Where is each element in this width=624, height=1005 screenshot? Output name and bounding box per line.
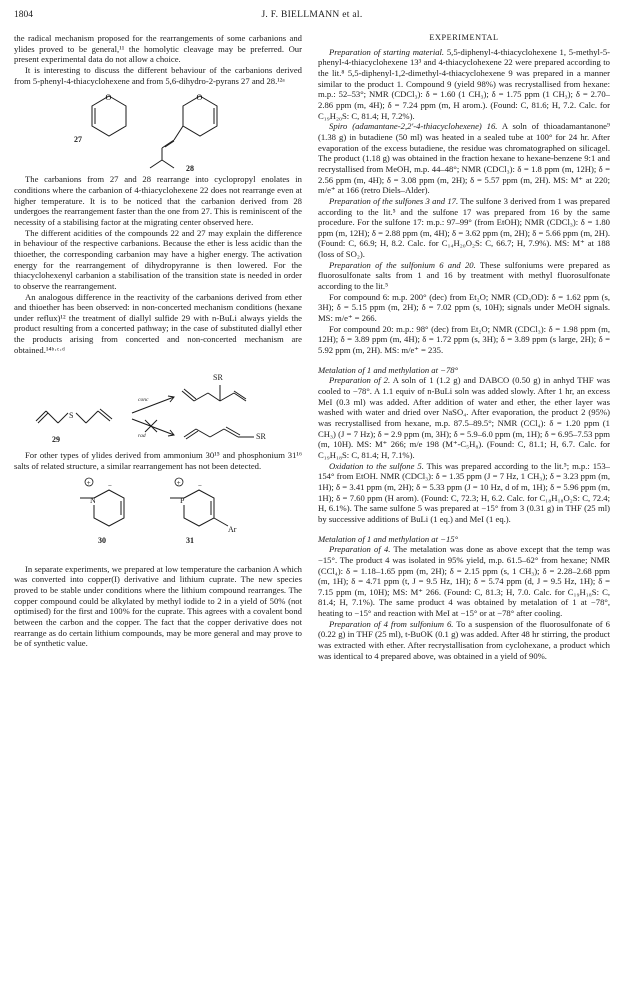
compound-label: 28 bbox=[186, 164, 194, 174]
paragraph bbox=[318, 461, 610, 525]
compound-label: 27 bbox=[74, 135, 82, 145]
nitrogen-atom: N bbox=[90, 495, 96, 505]
paragraph bbox=[318, 121, 610, 196]
paragraph-body: 5,5-diphenyl-4-thiacyclohexene 1, 5-methyl-5-phenyl-4-thiacyclohexene 13³ and 4-thiacyclohexene 22 were prepared according to the lit.⁸ 5,5-diphenyl-1,2-dimethyl-4-thiacyclohexene 9 was prepared in a manner similar to the product 1. Compound 9 (yield 98%) was recrystallised from hexane: m.p.: 52–53°; NMR (CDCl₃): δ = 1.60 (1 CH₃); δ = 1.75 ppm (1 CH₃); δ = 2.70–2.86 ppm (m, 4H); δ = 7.24 ppm (m, H arom.). (Found: C, 81.6; H, 7.2. Calc. for C₁₉H₂₀S: C, 81.4; H, 7.2%). bbox=[318, 46, 610, 121]
subsection-heading-text: Metalation of 1 and methylation at −15° bbox=[318, 533, 459, 544]
paragraph bbox=[318, 47, 610, 122]
paragraph-heading: Preparation of starting material. bbox=[329, 46, 445, 57]
reaction-scheme-29 bbox=[14, 355, 302, 450]
positive-charge-sign: + bbox=[176, 478, 181, 487]
compound-label: 31 bbox=[186, 535, 194, 545]
running-title: J. F. BIELLMANN et al. bbox=[261, 10, 363, 20]
negative-charge-sign: − bbox=[108, 481, 112, 490]
right-column bbox=[318, 33, 610, 661]
oxygen-atom-27: O bbox=[105, 93, 112, 103]
compound-label: 29 bbox=[52, 435, 60, 445]
arrow-label: rad bbox=[138, 433, 146, 440]
negative-charge-sign: − bbox=[198, 481, 202, 490]
paragraph: The carbanions from 27 and 28 rearrange into cyclopropyl enolates in conditions where the carbanion of 4-thiacyclohexene 22 does not rearrange even at higher temperature. It is to be noticed that the carbanion derived from 28 undergoes the rearrangement faster than the one from 27. This is reminiscent of the necessity of a stabilising factor at the migrating center observed here. bbox=[14, 174, 302, 227]
paragraph-body: A soln of 1 (1.2 g) and DABCO (0.50 g) in anhyd THF was cooled to −78°. A 1.1 equiv of n-BuLi soln was added slowly. After 1 hr, an excess MeI (0.3 ml) was added. After addition of water and ether, the ether layer was washed with water and dried over NaSO₄. After evaporation, the product 2 (95%) was recrystallised from hexane, m.p. 87.5–89.5°; NMR (CCl₄): δ = 1.20 ppm (1 CH₃) (J = 7 Hz); δ = 2.9 ppm (m, 3H); δ = 5.9–6.0 ppm (m, 1H); δ = 6.95–7.53 ppm (m, 10H). MS: M⁺ 266; m/e 198 (M⁺-C₅H₈). (Found: C, 81.1; H, 6.7. Calc. for C₁₉H₁₈S: C, 81.4; H, 7.1%). bbox=[318, 375, 611, 460]
substituent-label: SR bbox=[213, 373, 223, 383]
paragraph-heading: Spiro (adamantane-2,2′-4-thiacyclohexene) 16. bbox=[329, 121, 498, 132]
paragraph: The different acidities of the compounds 22 and 27 may explain the difference in behaviour of the respective carbanions. Because the ether is less acidic than the thioether, the corresponding carbanion may have a higher energy. The activation energy for the rearrangement of dihydropyranne is then lowered. For the thiacyclohexenyl carbanion a stabilisation of the transition state is needed in order to observe the rearrangement. bbox=[14, 227, 302, 291]
compound-label: 30 bbox=[98, 535, 106, 545]
paragraph-heading: Oxidation to the sulfone 5. bbox=[329, 460, 424, 471]
structure-figure-27-28 bbox=[14, 86, 302, 174]
paragraph-heading: Preparation of the sulfonium 6 and 20. bbox=[329, 259, 476, 270]
paragraph: For compound 6: m.p. 200° (dec) from Et₂O; NMR (CD₃OD): δ = 1.62 ppm (s, 3H); δ = 5.15 ppm (m, 2H); δ = 7.02 ppm (s, 10H); signals under MeOH signals. MS: m/e⁺ = 266. bbox=[318, 291, 610, 324]
substituent-label: SR bbox=[256, 432, 266, 442]
paragraph bbox=[318, 196, 610, 260]
paragraph: It is interesting to discuss the different behaviour of the carbanions derived from 5-phenyl-4-thiacyclohexene and from 5,6-dihydro-2-pyrans 27 and 28.¹²ᵃ bbox=[14, 64, 302, 86]
paragraph-body: The sulfone 3 derived from 1 was prepared according to the lit.⁵ and the sulfone 17 was prepared from 16 by the same procedure. For the sulfone 17: m.p.: 97–99° (from EtOH); NMR (CDCl₃): δ = 1.80 ppm (m, 12H); δ = 2.88 ppm (m, 4H); δ = 3.62 ppm (m, 2H); δ = 5.66 ppm (m, 2H). (Found: C, 66.9; H, 8.2. Calc. for C₁₄H₂₀O₂S: C, 66.7; H, 7.9%). MS: M⁺ at 188 (loss of SO₂). bbox=[318, 195, 610, 260]
positive-charge-sign: + bbox=[86, 478, 91, 487]
arrow-label: conc bbox=[138, 397, 149, 404]
paragraph-heading: Preparation of the sulfones 3 and 17. bbox=[329, 195, 459, 206]
subsection-heading-text: Metalation of 1 and methylation at −78° bbox=[318, 364, 459, 375]
paragraph-body: These sulfoniums were prepared as fluorosulfonate salts from 1 and 16 by treatment with methyl fluorosulfonate according to the lit.⁵ bbox=[318, 259, 610, 292]
section-heading: EXPERIMENTAL bbox=[429, 33, 499, 42]
paragraph bbox=[318, 544, 610, 619]
paragraph: For compound 20: m.p.: 98° (dec) from Et₂O; NMR (CDCl₃): δ = 1.98 ppm (m, 12H); δ = 3.89 ppm (m, 4H); δ = 1.72 ppm (s, 3H); δ = 3.89 ppm (s large, 2H); δ = 5.92 ppm (m, 2H). MS: m/e⁺ = 235. bbox=[318, 323, 610, 356]
structure-30-31-drawing bbox=[14, 472, 302, 564]
structure-27-28-drawing bbox=[14, 86, 302, 174]
paragraph bbox=[318, 260, 610, 292]
running-header bbox=[14, 10, 610, 24]
page-number: 1804 bbox=[14, 10, 33, 20]
phosphorus-atom: P bbox=[180, 495, 185, 505]
paragraph-body: This was prepared according to the lit.⁵; m.p.: 153–154° from EtOH. NMR (CDCl₃): δ = 1.35 ppm (J = 7 Hz, 1 CH₃); δ = 3.23 ppm (m, 1H); δ = 3.41 ppm (m, 2H); δ = 5.33 ppm (J = 10 Hz, d of m, 1H); δ = 5.96 ppm (m, 1H); δ = 7.60 ppm (H arom). (Found: C, 72.3; H, 6.2. Calc. for C₁₈H₁₈O₂S: C, 72.4; H, 6.1%). The same sulfone 5 was prepared at −15° from 3 (0.31 g) in THF (25 ml) by successive additions of BuLi (1 eq.) and MeI (1 eq.). bbox=[318, 460, 610, 524]
paragraph bbox=[318, 375, 610, 460]
sulfur-atom: S bbox=[69, 411, 74, 421]
paragraph-heading: Preparation of 2. bbox=[329, 375, 391, 386]
paragraph bbox=[318, 619, 610, 662]
structure-figure-30-31 bbox=[14, 472, 302, 564]
paragraph-body: To a suspension of the fluorosulfonate of 6 (0.22 g) in THF (25 ml), t-BuOK (0.1 g) was added. After 48 hr stirring, the product was extracted with ether. After recrystallisation from cyclohexane, a product which was identical to 4 prepared above, was obtained in a yield of 90%. bbox=[318, 618, 610, 661]
paragraph-heading: Preparation of 4 from sulfonium 6. bbox=[329, 618, 454, 629]
paragraph: the radical mechanism proposed for the rearrangements of some carbanions and ylides proved to be general,¹¹ the homolytic cleavage may be preferred. Our present experimental data do not allow a choice. bbox=[14, 33, 302, 65]
subsection-heading bbox=[318, 534, 610, 545]
paragraph: For other types of ylides derived from ammonium 30¹⁵ and phosphonium 31¹⁶ salts of related structure, a similar rearrangement has not been detected. bbox=[14, 450, 302, 472]
paragraph-heading: Preparation of 4. bbox=[329, 544, 391, 555]
paragraph: An analogous difference in the reactivity of the carbanions derived from ether and thioether has been observed: in non-concerted mechanism conditions (hexane under reflux)¹² the treatment of diallyl sulfide 29 with n-BuLi always yields the product resulting from a concerted pathway; in the case of substituted diallyl ether the products arising from concerted and non-concerted mechanism are obtained.¹⁴ᵇ·ᶜ·ᵈ bbox=[14, 291, 302, 355]
subsection-heading bbox=[318, 365, 610, 376]
paragraph-body: A soln of thioadamantanone⁹ (1.38 g) in butadiene (50 ml) was heated in a sealed tube at 100° for 24 hr. After evaporation of the excess butadiene, the residue was chromatographed on silicagel. The product (1.18 g) was obtained in the fraction hexane to hexane-benzene 9:1 and recrystallised from MeOH, m.p. 44–48°; NMR (CDCl₃): δ = 1.8 ppm (m, 12H); δ = 2.56 ppm (m, 4H); δ = 3.08 ppm (m, 2H); δ = 5.57 ppm (m, 2H). MS: M⁺ at 220; m/e⁺ at 166 (retro Diels–Alder). bbox=[318, 121, 610, 196]
aryl-group: Ar bbox=[228, 524, 237, 534]
paragraph-body: The metalation was done as above except that the temp was −15°. The product 4 was isolated in 95% yield, m.p. 61.5–62° from hexane; NMR (CCl₄): δ = 1.18–1.65 ppm (m, 2H); δ = 2.15 ppm (s, 1 CH₃); δ = 2.28–2.68 ppm (m, 1H); δ = 4.71 ppm (t, J = 9.5 Hz, 1H); δ = 5.74 ppm (d, J = 9.5 Hz, 1H); δ = 7.15 ppm (m, 10H); MS: M⁺ 266. (Found: C, 81.3; H, 7.0. Calc. for C₁₉H₁₈S: C, 81.4; H, 7.1%). The same product 4 was obtained by metalation of 1 at −78°, heating to −15° and reaction with MeI at −15° or at −78° after cooling. bbox=[318, 544, 611, 619]
paragraph: In separate experiments, we prepared at low temperature the carbanion A which was converted into copper(I) derivative and lithium cuprate. The new species proved to be stable under conditions where the lithium compound rearranges. The copper compound could be alkylated by methyl iodide to 2 in a yield of 50% (not optimised) for the first and 100% for the cuprate. This agrees with a covalent bond between the carbon and the copper. The fact that the copper derivative does not rearrange as do certain lithium compounds, may be more general and may prove to be of synthetic value. bbox=[14, 563, 302, 649]
left-column bbox=[14, 33, 302, 649]
oxygen-atom-28: O bbox=[196, 93, 203, 103]
